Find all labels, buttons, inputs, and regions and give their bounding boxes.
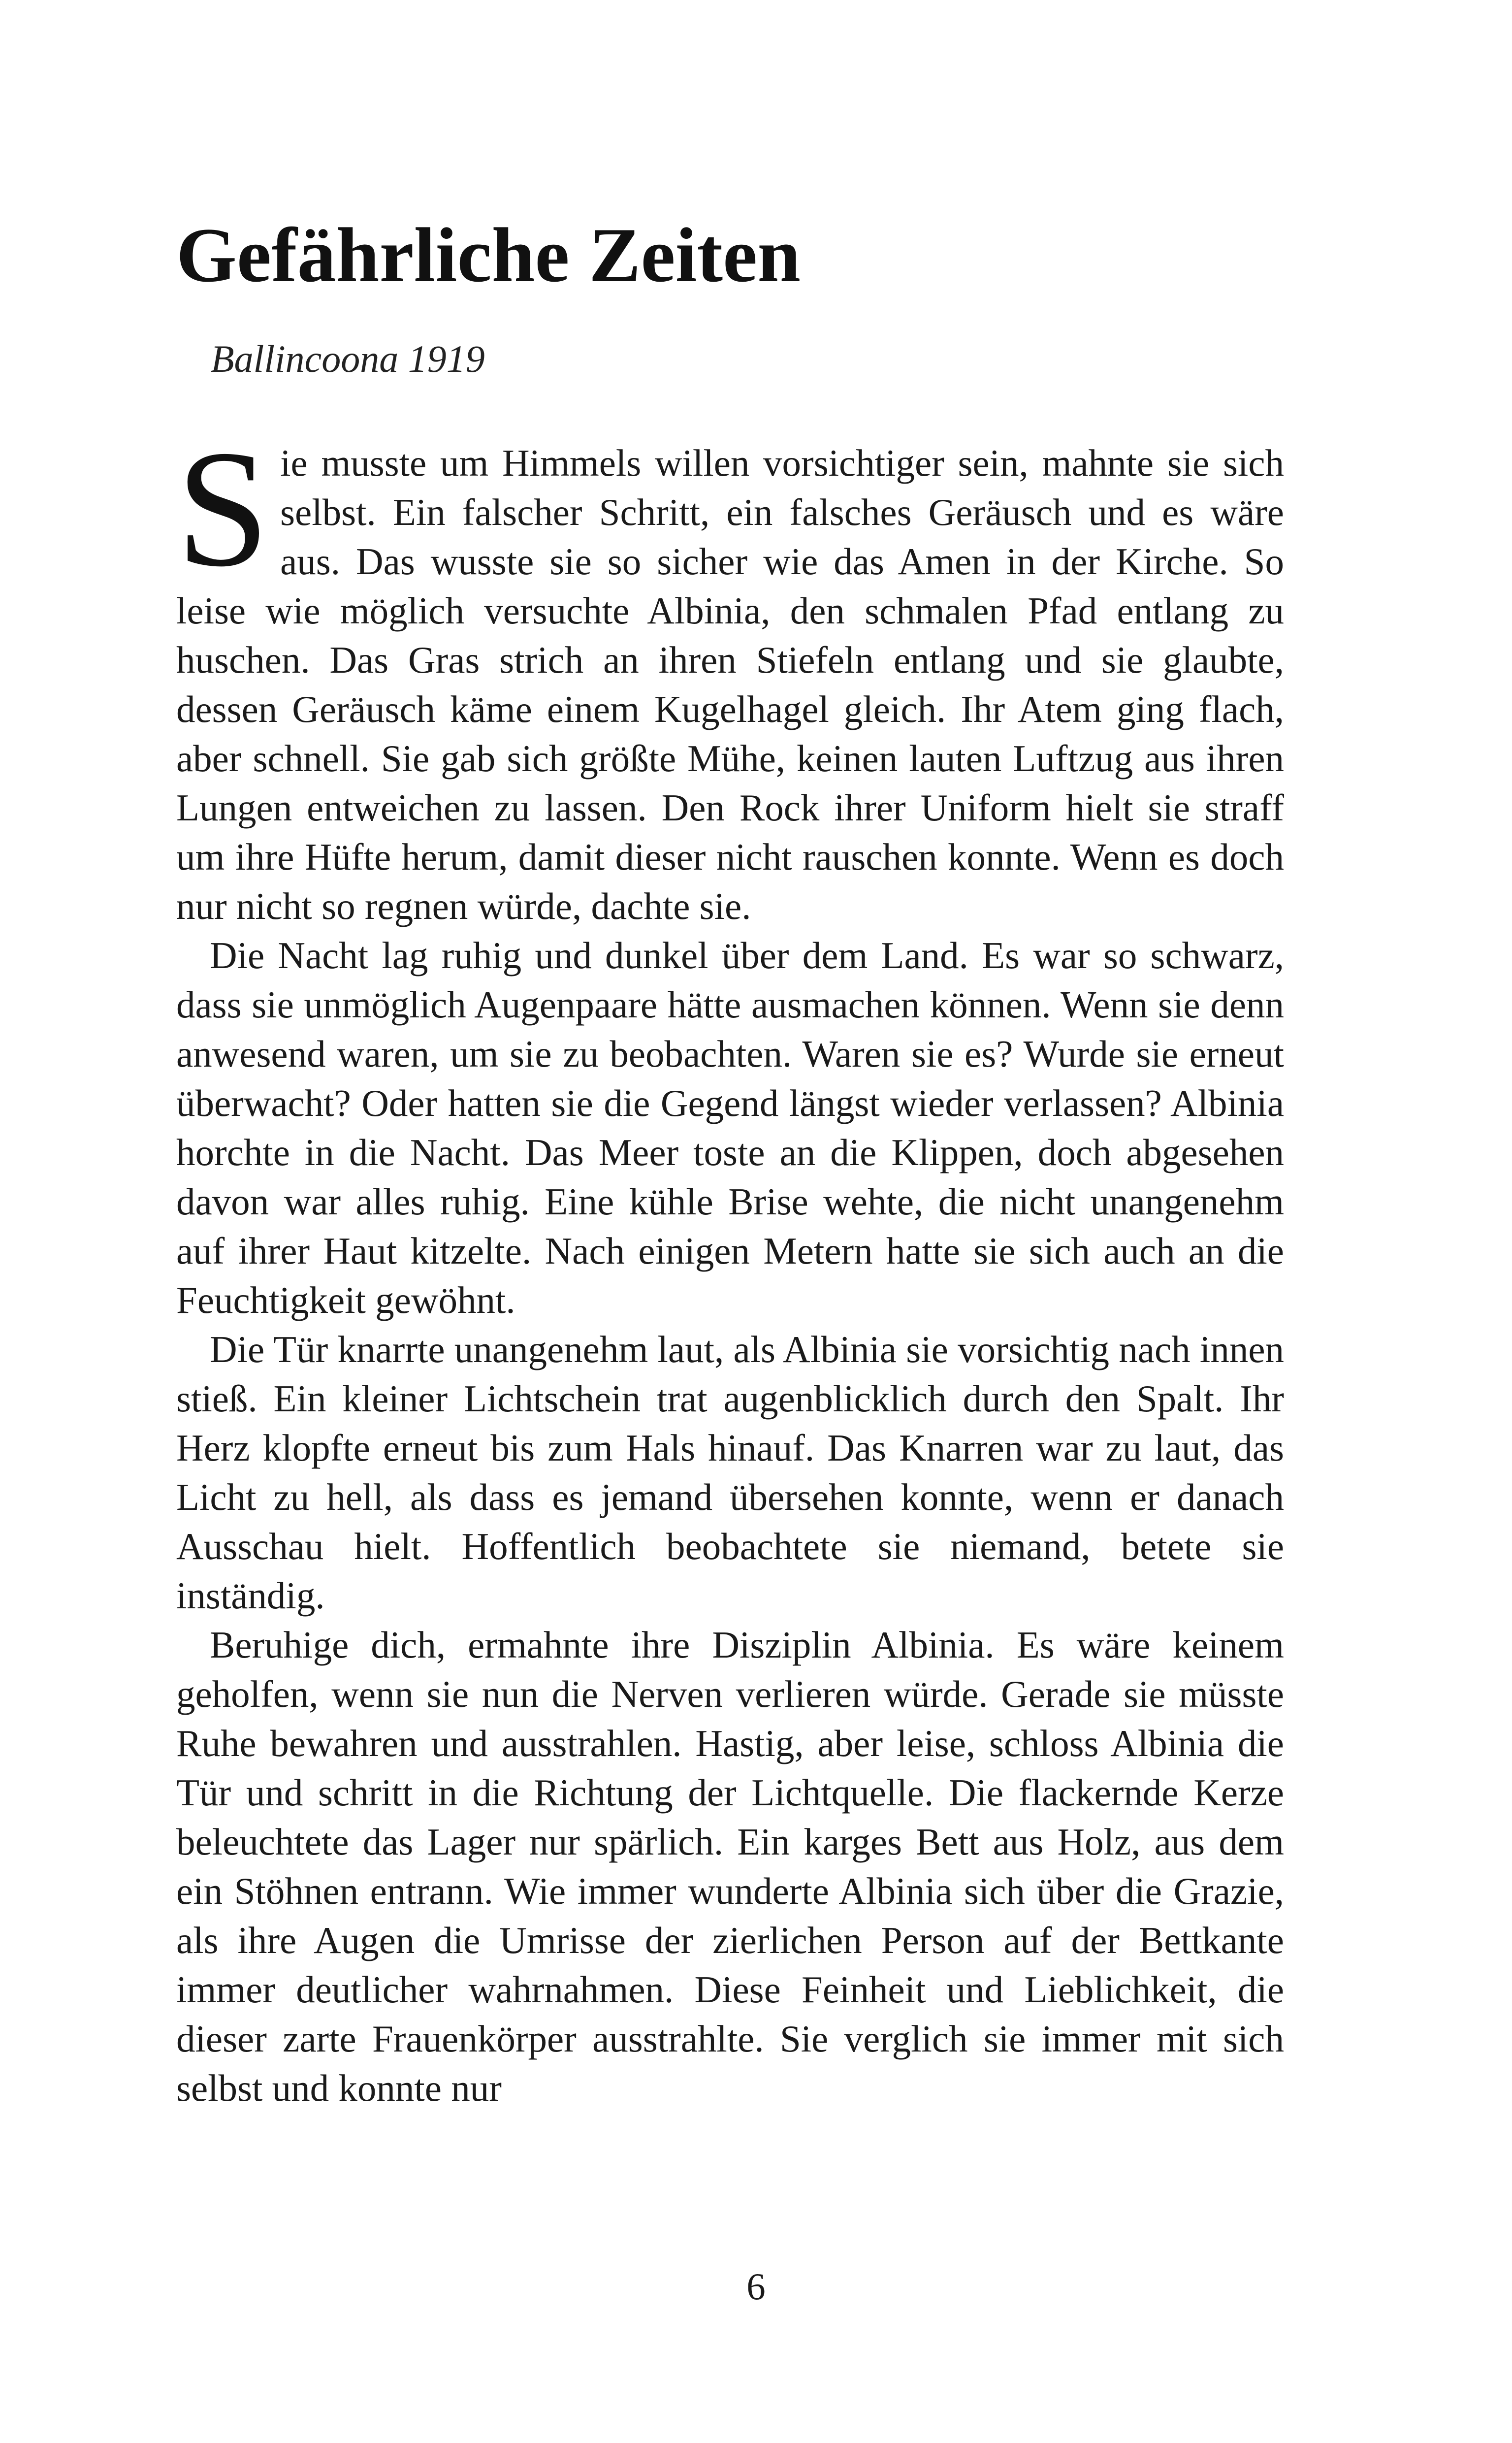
page-number: 6 <box>746 2265 766 2308</box>
body-text <box>176 416 1284 2113</box>
chapter-title: Gefährliche Zeiten <box>176 212 801 298</box>
paragraph <box>176 416 1284 931</box>
paragraph-text: ie musste um Himmels willen vorsichtiger sein, mahnte sie sich selbst. Ein falscher Schritt, ein falsches Geräusch und es wäre aus. Das wusste sie so sicher wie das Amen in der Kirche. So leise wie möglich versuchte Albinia, den schmalen Pfad entlang zu huschen. Das Gras strich an ihren Stiefeln entlang und sie glaubte, dessen Geräusch käme einem Kugelhagel gleich. Ihr Atem ging flach, aber schnell. Sie gab sich größte Mühe, keinen lauten Luftzug aus ihren Lungen entweichen zu lassen. Den Rock ihrer Uniform hielt sie straff um ihre Hüfte herum, damit dieser nicht rauschen konnte. Wenn es doch nur nicht so regnen würde, dachte sie. <box>176 442 1284 927</box>
paragraph: Die Tür knarrte unangenehm laut, als Albinia sie vorsichtig nach innen stieß. Ein kleiner Lichtschein trat augenblicklich durch den Spalt. Ihr Herz klopfte erneut bis zum Hals hinauf. Das Knarren war zu laut, das Licht zu hell, als dass es jemand übersehen konnte, wenn er danach Ausschau hielt. Hoffentlich beobachtete sie niemand, betete sie inständig. <box>176 1328 1284 1617</box>
drop-cap: S <box>176 416 270 601</box>
chapter-subtitle: Ballincoona 1919 <box>211 337 485 380</box>
paragraph: Die Nacht lag ruhig und dunkel über dem Land. Es war so schwarz, dass sie unmöglich Augenpaare hätte ausmachen können. Wenn sie denn anwesend waren, um sie zu beobachten. Waren sie es? Wurde sie erneut überwacht? Oder hatten sie die Gegend längst wieder verlassen? Albinia horchte in die Nacht. Das Meer toste an die Klippen, doch abgesehen davon war alles ruhig. Eine kühle Brise wehte, die nicht unangenehm auf ihrer Haut kitzelte. Nach einigen Metern hatte sie sich auch an die Feuchtigkeit gewöhnt. <box>176 934 1284 1321</box>
paragraph: Beruhige dich, ermahnte ihre Disziplin Albinia. Es wäre keinem geholfen, wenn sie nun die Nerven verlieren würde. Gerade sie müsste Ruhe bewahren und ausstrahlen. Hastig, aber leise, schloss Albinia die Tür und schritt in die Richtung der Lichtquelle. Die flackernde Kerze beleuchtete das Lager nur spärlich. Ein karges Bett aus Holz, aus dem ein Stöhnen entrann. Wie immer wunderte Albinia sich über die Grazie, als ihre Augen die Umrisse der zierlichen Person auf der Bettkante immer deutlicher wahrnahmen. Diese Feinheit und Lieblichkeit, die dieser zarte Frauenkörper ausstrahlte. Sie verglich sie immer mit sich selbst und konnte nur <box>176 1624 1284 2109</box>
